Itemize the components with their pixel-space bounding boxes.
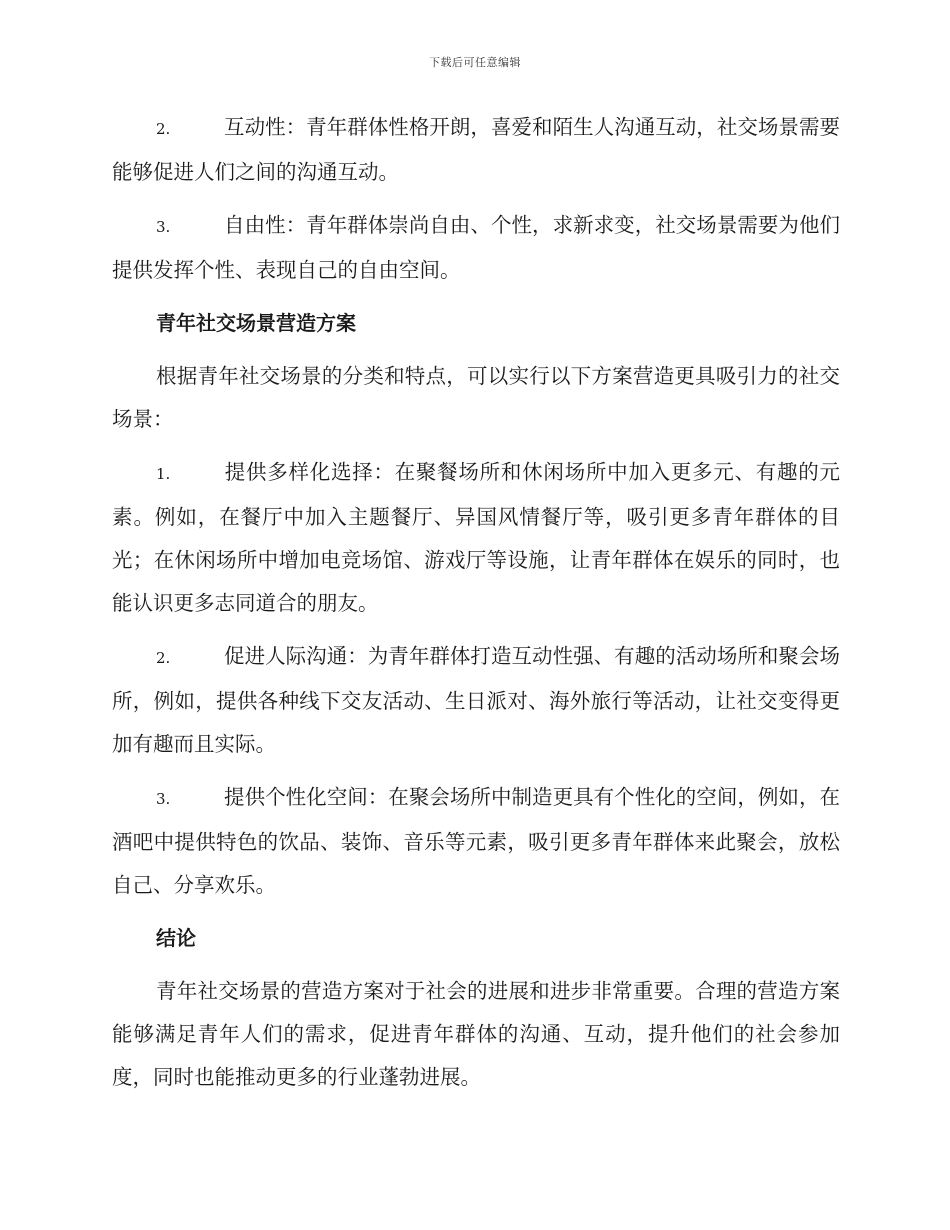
list-number: 2. [156,120,171,138]
list-item [112,451,840,625]
list-text: 提供个性化空间：在聚会场所中制造更具有个性化的空间，例如，在酒吧中提供特色的饮品、装饰、音乐等元素，吸引更多青年群体来此聚会，放松自己、分享欢乐。 [112,785,840,897]
section-heading: 青年社交场景营造方案 [156,311,356,335]
list-number: 1. [156,465,171,483]
list-item [112,106,840,194]
section-heading: 结论 [156,926,196,950]
list-item [112,204,840,292]
list-item [112,635,840,766]
page-header: 下载后可任意编辑 [429,56,521,69]
list-text: 促进人际沟通：为青年群体打造互动性强、有趣的活动场所和聚会场所，例如，提供各种线下交友活动、生日派对、海外旅行等活动，让社交变得更加有趣而且实际。 [112,644,840,756]
list-text: 互动性：青年群体性格开朗，喜爱和陌生人沟通互动，社交场景需要能够促进人们之间的沟通互动。 [112,115,840,184]
list-item [112,776,840,907]
list-text: 提供多样化选择：在聚餐场所和休闲场所中加入更多元、有趣的元素。例如，在餐厅中加入主题餐厅、异国风情餐厅等，吸引更多青年群体的目光；在休闲场所中增加电竞场馆、游戏厅等设施，让青年群体在娱乐的同时，也能认识更多志同道合的朋友。 [112,460,840,615]
list-number: 3. [156,790,171,808]
list-number: 3. [156,218,171,236]
document-body [112,106,840,1109]
list-number: 2. [156,649,171,667]
list-text: 自由性：青年群体崇尚自由、个性，求新求变，社交场景需要为他们提供发挥个性、表现自己的自由空间。 [112,213,840,282]
body-paragraph: 青年社交场景的营造方案对于社会的进展和进步非常重要。合理的营造方案能够满足青年人们的需求，促进青年群体的沟通、互动，提升他们的社会参加度，同时也能推动更多的行业蓬勃进展。 [112,979,840,1089]
body-paragraph: 根据青年社交场景的分类和特点，可以实行以下方案营造更具吸引力的社交场景： [112,364,840,431]
